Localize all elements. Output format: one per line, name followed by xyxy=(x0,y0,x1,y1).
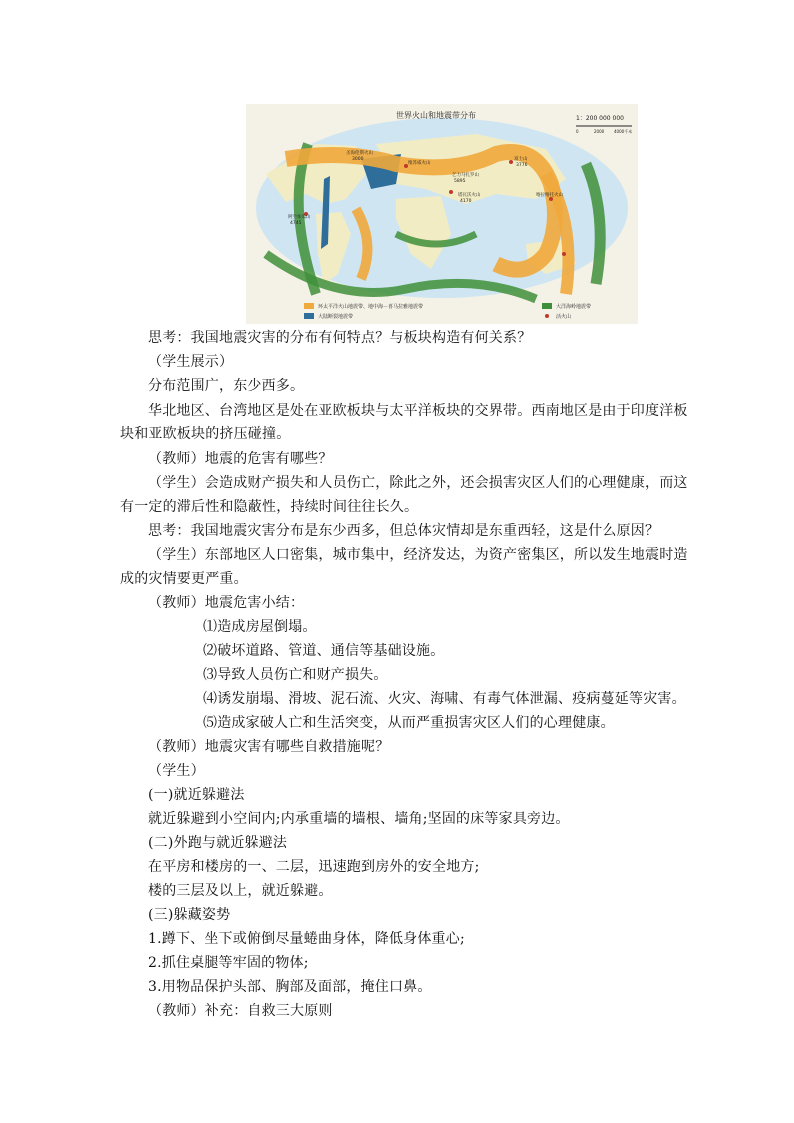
text-line: （教师）地震灾害有哪些自救措施呢？ xyxy=(148,739,390,755)
text-line: 块和亚欧板块的挤压碰撞。 xyxy=(120,426,291,442)
legend-swatch-rift xyxy=(304,313,314,319)
map-label: 喀拉喀托火山 xyxy=(536,193,563,198)
map-label: 乞力马扎罗山 xyxy=(452,173,479,178)
text-line: （学生）会造成财产损失和人员伤亡，除此之外，还会损害灾区人们的心理健康，而这 xyxy=(148,475,688,491)
legend-ridge: 大洋海岭地震带 xyxy=(556,304,592,310)
legend-pacific: 环太平洋火山地震带、地中海－喜马拉雅地震带 xyxy=(318,304,424,310)
text-line: （学生） xyxy=(148,763,205,779)
map-label: 富士山 xyxy=(514,157,528,162)
text-line: 分布范围广，东少西多。 xyxy=(148,378,305,394)
text-line: 就近躲避到小空间内;内承重墙的墙根、墙角;坚固的床等家具旁边。 xyxy=(148,811,570,827)
map-scale: 1：200 000 000 xyxy=(576,115,624,122)
summary-item: ⑶导致人员伤亡和财产损失。 xyxy=(203,667,388,683)
map-label: 3000 xyxy=(352,157,364,162)
map-label: 阿空加瓜山 xyxy=(288,215,311,220)
map-graphic xyxy=(246,104,638,324)
summary-item: ⑴造成房屋倒塌。 xyxy=(203,619,317,635)
text-line: （教师）地震的危害有哪些？ xyxy=(148,451,333,467)
text-line: 成的灾情要更严重。 xyxy=(120,571,248,587)
list-item: 2.抓住桌腿等牢固的物体; xyxy=(148,955,309,971)
map-title: 世界火山和地震带分布 xyxy=(396,111,476,120)
text-line: （学生展示） xyxy=(148,354,234,370)
section-heading: (二)外跑与就近躲避法 xyxy=(148,835,288,851)
summary-item: ⑷诱发崩塌、滑坡、泥石流、火灾、海啸、有毒气体泄漏、疫病蔓延等灾害。 xyxy=(203,691,686,707)
summary-item: ⑵破坏道路、管道、通信等基础设施。 xyxy=(203,643,445,659)
legend-swatch-pacific xyxy=(304,303,314,309)
map-label: 4170 xyxy=(460,199,472,204)
scale-tick-2000: 2000 xyxy=(594,129,605,134)
text-line: （教师）地震危害小结： xyxy=(148,595,305,611)
summary-item: ⑸造成家破人亡和生活突变，从而严重损害灾区人们的心理健康。 xyxy=(203,715,615,731)
text-line: 有一定的滞后性和隐蔽性，持续时间往往长久。 xyxy=(120,499,419,515)
map-label: 5895 xyxy=(454,179,466,184)
legend-volcano: 活火山 xyxy=(556,314,572,320)
text-line: （教师）补充：自救三大原则 xyxy=(148,1003,333,1019)
legend-rift: 大陆断裂地震带 xyxy=(318,314,354,320)
legend-swatch-ridge xyxy=(542,303,552,309)
map-label: 塔瓦沃火山 xyxy=(458,193,481,198)
legend-swatch-volcano xyxy=(545,314,549,318)
text-line: 思考：我国地震灾害的分布有何特点？与板块构造有何关系？ xyxy=(148,330,532,346)
list-item: 1.蹲下、坐下或俯倒尽量蜷曲身体，降低身体重心; xyxy=(148,931,465,947)
map-label: 维苏威火山 xyxy=(408,161,431,166)
map-label: 4745 xyxy=(290,221,302,226)
text-line: 华北地区、台湾地区是处在亚欧板块与太平洋板块的交界带。西南地区是由于印度洋板 xyxy=(148,403,688,419)
map-label: 3776 xyxy=(516,163,528,168)
text-line: 思考：我国地震灾害分布是东少西多，但总体灾情却是东重西轻，这是什么原因？ xyxy=(148,523,660,539)
volcano-dot xyxy=(449,190,453,194)
text-line: 楼的三层及以上，就近躲避。 xyxy=(148,883,333,899)
section-heading: (三)躲藏姿势 xyxy=(148,907,231,923)
text-line: （学生）东部地区人口密集，城市集中，经济发达，为资产密集区，所以发生地震时造 xyxy=(148,547,688,563)
map-label: 圣海伦斯火山 xyxy=(346,151,373,156)
text-line: 在平房和楼房的一、二层，迅速跑到房外的安全地方; xyxy=(148,859,480,875)
section-heading: (一)就近躲避法 xyxy=(148,787,245,803)
scale-tick-0: 0 xyxy=(576,129,579,134)
scale-tick-4000: 4000千米 xyxy=(614,129,633,134)
world-volcano-earthquake-map xyxy=(246,104,638,324)
list-item: 3.用物品保护头部、胸部及面部，掩住口鼻。 xyxy=(148,979,432,995)
volcano-dot xyxy=(562,252,566,256)
volcano-dot xyxy=(509,160,513,164)
